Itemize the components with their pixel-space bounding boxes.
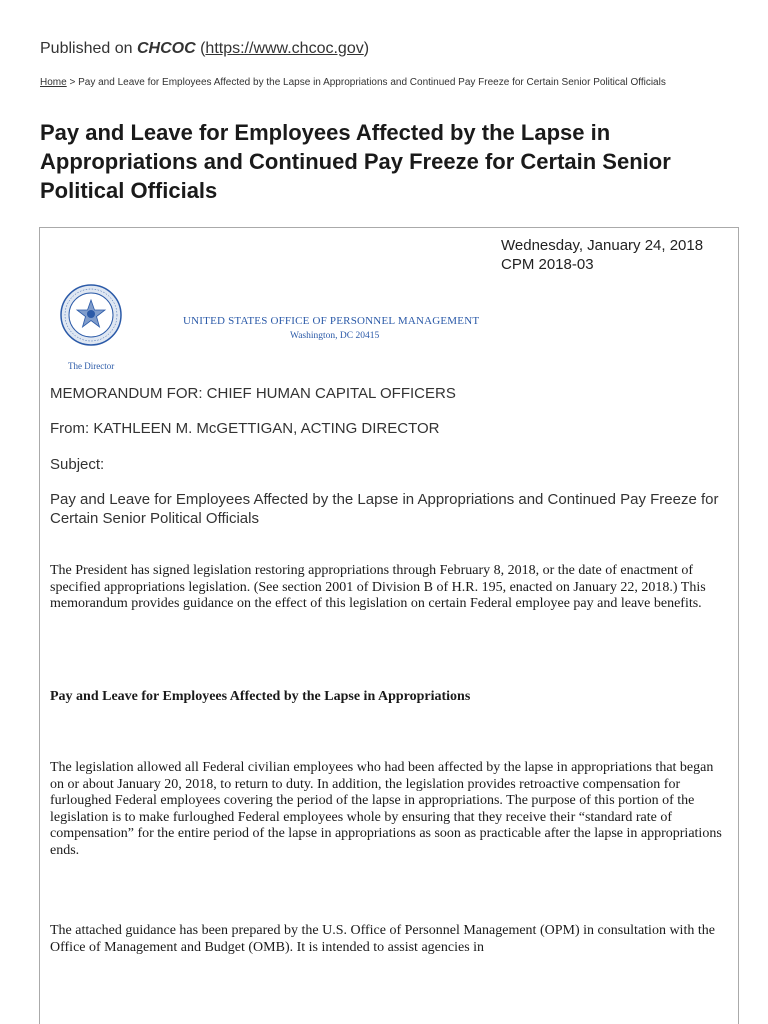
letterhead-address: Washington, DC 20415 — [290, 331, 380, 341]
letterhead-office: The Director — [68, 361, 115, 371]
document-frame — [39, 227, 739, 1024]
letterhead-agency: UNITED STATES OFFICE OF PERSONNEL MANAGEMENT — [183, 315, 480, 327]
page-title: Pay and Leave for Employees Affected by the Lapse in Appropriations and Continued Pay Freeze for Certain Senior Political Officials — [40, 120, 671, 203]
breadcrumb-current: Pay and Leave for Employees Affected by the Lapse in Appropriations and Continued Pay Freeze for Certain Senior Political Officials — [78, 77, 666, 88]
paragraph-intro: The President has signed legislation restoring appropriations through February 8, 2018, or the date of enactment of specified appropriations legislation. (See section 2001 of Division B of H.R. 195, enacted on January 22, 2018.) This memorandum provides guidance on the effect of this legislation on certain Federal employee pay and leave benefits. — [50, 563, 706, 611]
site-url-link[interactable]: https://www.chcoc.gov — [205, 40, 364, 57]
site-name: CHCOC — [136, 40, 196, 57]
paragraph-pay-leave: The legislation allowed all Federal civilian employees who had been affected by the lapse in appropriations that began on or about January 20, 2018, to return to duty. In addition, the legislation provides retroactive compensation for furloughed Federal employees covering the period of the lapse in appropriations. The purpose of this portion of the legislation is to make furloughed Federal employees whole by ensuring that they receive their “standard rate of compensation” for the entire period of the lapse in appropriations as soon as practicable after the lapse in appropriations ends. — [50, 760, 722, 858]
document-number: CPM 2018-03 — [501, 256, 594, 273]
breadcrumb — [40, 77, 666, 88]
breadcrumb-separator: > — [66, 77, 79, 88]
section-heading: Pay and Leave for Employees Affected by the Lapse in Appropriations — [50, 689, 471, 704]
published-on-line: Published on CHCOC (https://www.chcoc.gov) — [40, 40, 370, 57]
breadcrumb-home-link[interactable]: Home — [40, 77, 67, 88]
document-date: Wednesday, January 24, 2018 — [501, 237, 704, 254]
document-meta — [501, 236, 703, 274]
published-prefix: Published on — [40, 40, 137, 57]
memo-from: From: KATHLEEN M. McGETTIGAN, ACTING DIRECTOR — [50, 420, 440, 437]
opm-seal-icon — [60, 284, 122, 346]
paragraph-guidance: The attached guidance has been prepared by the U.S. Office of Personnel Management (OPM) in consultation with the Office of Management and Budget (OMB). It is intended to assist agencies in — [50, 923, 715, 955]
memo-for: MEMORANDUM FOR: CHIEF HUMAN CAPITAL OFFICERS — [50, 385, 456, 402]
memo-subject: Pay and Leave for Employees Affected by the Lapse in Appropriations and Continued Pay Freeze for Certain Senior Political Officials — [50, 491, 719, 527]
memo-subject-label: Subject: — [50, 456, 105, 473]
